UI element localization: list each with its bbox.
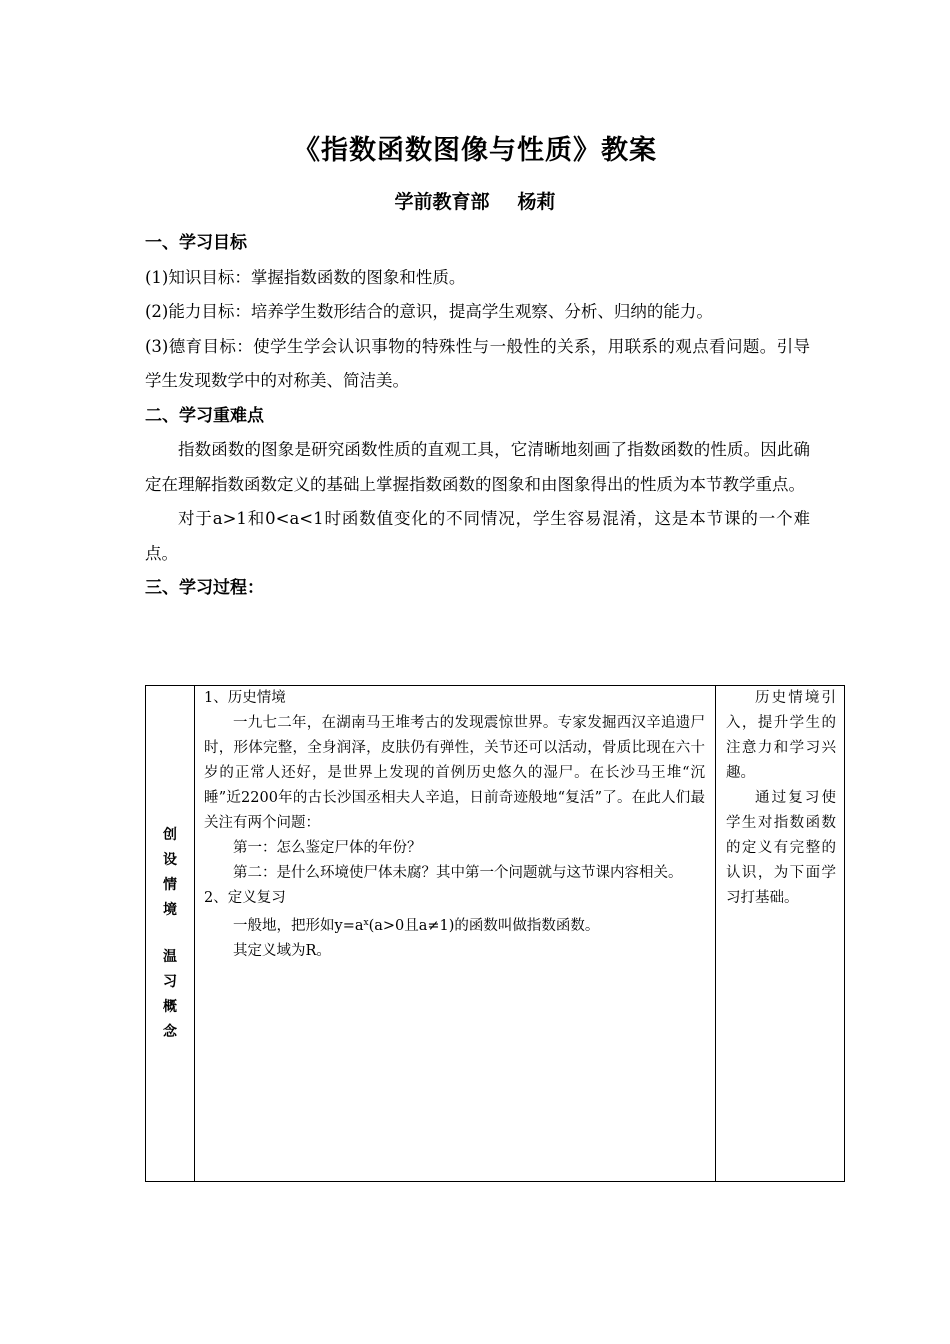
activity-heading: 1、历史情境 xyxy=(204,690,286,706)
stage-label-bottom: 温习概念 xyxy=(163,948,177,1040)
section-heading-goals: 一、学习目标 xyxy=(145,233,247,253)
key-paragraph: 对于a>1和0<a<1时函数值变化的不同情况，学生容易混淆，这是本节课的一个难点。 xyxy=(145,509,810,563)
design-note: 通过复习使学生对指数函数的定义有完整的认识，为下面学习打基础。 xyxy=(726,790,836,906)
goal-item: (1)知识目标：掌握指数函数的图象和性质。 xyxy=(145,267,466,287)
section-heading-process: 三、学习过程： xyxy=(145,578,264,598)
definition-text: 一般地，把形如$y=a^x(a>0$且a≠1)的函数叫做指数函数。 xyxy=(233,918,600,934)
section-heading-key-points: 二、学习重难点 xyxy=(145,405,264,426)
goal-item: (3)德育目标：使学生学会认识事物的特殊性与一般性的关系，用联系的观点看问题。引导学生发现数学中的对称美、简洁美。 xyxy=(145,336,810,390)
activity-cell xyxy=(195,686,716,1182)
stage-label-cell xyxy=(146,686,195,1182)
activity-paragraph: 一九七二年，在湖南马王堆考古的发现震惊世界。专家发掘西汉辛追遗尸时，形体完整，全身润泽，皮肤仍有弹性，关节还可以活动，骨质比现在六十岁的正常人还好，是世界上发现的首例历史悠久的湿尸。在长沙马王堆“沉睡”近2200年的古长沙国丞相夫人辛追，日前奇迹般地“复活”了。在此人们最关注有两个问题： xyxy=(204,715,705,831)
document-title: 《指数函数图像与性质》教案 xyxy=(293,135,657,166)
goal-item: (2)能力目标：培养学生数形结合的意识，提高学生观察、分析、归纳的能力。 xyxy=(145,302,713,321)
design-note: 历史情境引入，提升学生的注意力和学习兴趣。 xyxy=(726,690,836,781)
department: 学前教育部 xyxy=(394,191,490,213)
key-paragraph: 指数函数的图象是研究函数性质的直观工具，它清晰地刻画了指数函数的性质。因此确定在理解指数函数定义的基础上掌握指数函数的图象和由图象得出的性质为本节教学重点。 xyxy=(145,440,810,494)
design-note-cell xyxy=(716,686,845,1182)
activity-heading: 2、定义复习 xyxy=(204,890,286,906)
document-body xyxy=(145,226,810,606)
author: 杨莉 xyxy=(517,191,556,213)
document-subtitle xyxy=(0,187,950,214)
table-row xyxy=(146,686,845,1182)
process-table xyxy=(145,685,845,1182)
activity-question: 第一：怎么鉴定尸体的年份？ xyxy=(233,840,422,856)
stage-label-top: 创设情境 xyxy=(163,826,177,918)
domain-text: 其定义域为R。 xyxy=(233,943,331,959)
activity-question: 第二：是什么环境使尸体未腐？其中第一个问题就与这节课内容相关。 xyxy=(233,865,683,881)
exponent-x: x xyxy=(363,918,369,928)
